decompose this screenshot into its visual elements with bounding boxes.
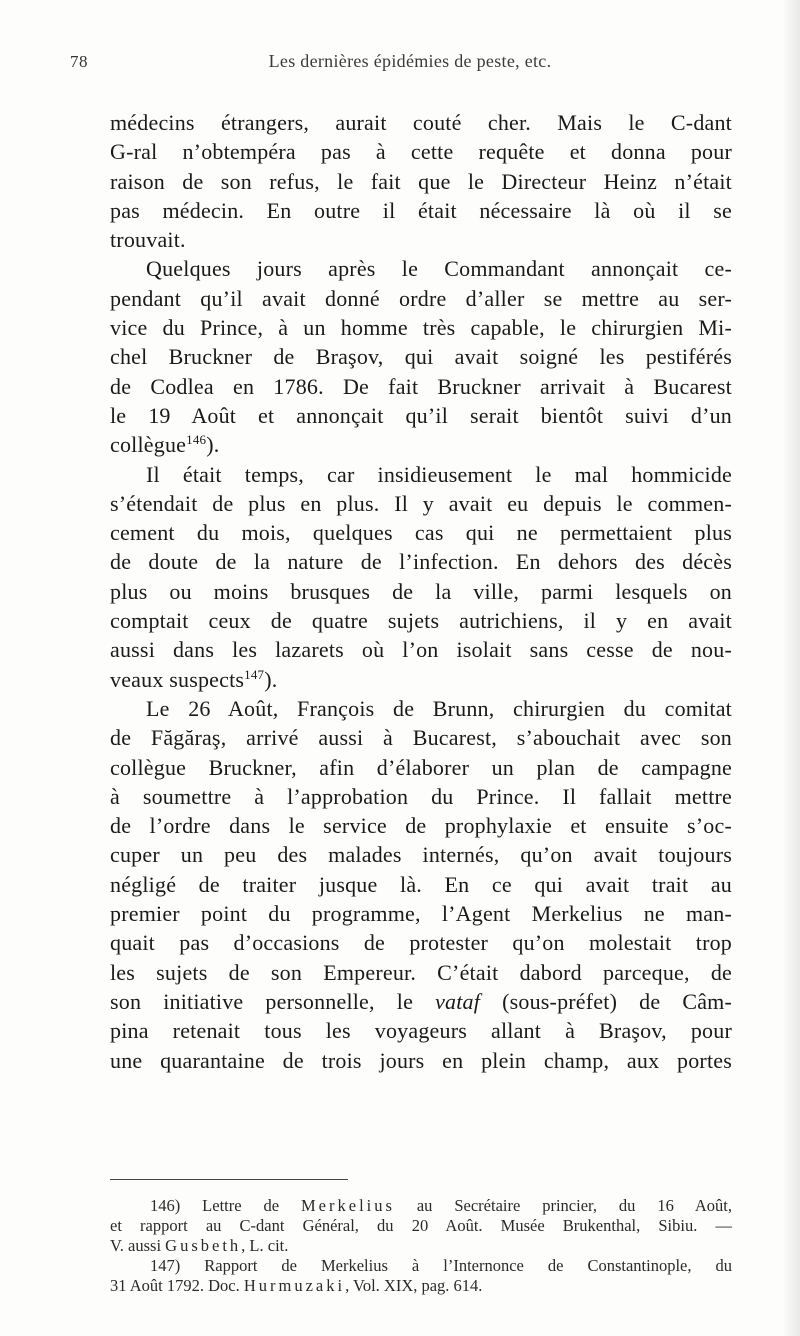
text-line: le 19 Août et annonçait qu’il serait bientôt suivi d’un: [110, 402, 732, 428]
author-name: Gusbeth: [165, 1236, 242, 1255]
text-fragment: collègue: [110, 432, 187, 458]
text-fragment: , L. cit.: [241, 1236, 289, 1255]
text-fragment: , Vol. XIX, pag. 614.: [345, 1276, 483, 1295]
text-line: cement du mois, quelques cas qui ne permettaient plus: [110, 520, 732, 546]
text-line: médecins étrangers, aurait couté cher. Mais le C-dant: [110, 110, 732, 135]
text-line: négligé de traiter jusque là. En ce qui avait trait au: [110, 871, 732, 897]
text-line: [110, 987, 732, 1016]
text-line: premier point du programme, l’Agent Merkelius ne man-: [110, 901, 732, 927]
text-line: collègue Bruckner, afin d’élaborer un plan de campagne: [110, 754, 732, 780]
person-name: Merkelius: [301, 1196, 395, 1215]
text-line: plus ou moins brusques de la ville, parmi lesquels on: [110, 578, 732, 604]
text-line: vice du Prince, à un homme très capable, le chirurgien Mi-: [110, 315, 732, 341]
text-line: Le 26 Août, François de Brunn, chirurgien du comitat: [146, 695, 732, 721]
text-line: quait pas d’occasions de protester qu’on molestait trop: [110, 930, 732, 956]
text-line: les sujets de son Empereur. C’était dabord parceque, de: [110, 959, 732, 985]
footnote-ref-147: 147: [244, 666, 265, 682]
text-line: [110, 665, 732, 694]
text-line: une quarantaine de trois jours en plein champ, aux portes: [110, 1047, 732, 1073]
author-name: Hurmuzaki: [243, 1276, 346, 1295]
text-line: chel Bruckner de Braşov, qui avait soigné les pestiférés: [110, 344, 732, 370]
footnote-line: [110, 1236, 732, 1256]
text-line: Il était temps, car insidieusement le mal hommicide: [146, 461, 732, 487]
text-line: à soumettre à l’approbation du Prince. Il fallait mettre: [110, 783, 732, 809]
text-line: pendant qu’il avait donné ordre d’aller se mettre au ser-: [110, 285, 732, 311]
footnote-ref-146: 146: [186, 432, 207, 448]
text-line: Quelques jours après le Commandant annonçait ce-: [146, 256, 732, 282]
text-fragment: 146) Lettre de: [150, 1196, 301, 1215]
text-fragment: veaux suspects: [110, 666, 245, 692]
text-line: comptait ceux de quatre sujets autrichiens, il y en avait: [110, 608, 732, 634]
text-fragment: ).: [206, 432, 220, 458]
italic-term: vataf: [435, 988, 481, 1014]
footnote-146: [110, 1196, 732, 1216]
text-line: de Codlea en 1786. De fait Bruckner arrivait à Bucarest: [110, 373, 732, 399]
text-line: s’étendait de plus en plus. Il y avait eu depuis le commen-: [110, 490, 732, 516]
text-line: G-ral n’obtempéra pas à cette requête et donna pour: [110, 139, 732, 165]
text-fragment: son initiative personnelle, le: [110, 988, 414, 1014]
text-line: raison de son refus, le fait que le Directeur Heinz n’était: [110, 168, 732, 194]
page-number: 78: [70, 52, 88, 71]
text-fragment: 31 Août 1792. Doc.: [110, 1276, 244, 1295]
body-text: [110, 108, 732, 1075]
text-line: [110, 430, 732, 459]
text-line: de l’ordre dans le service de prophylaxie et ensuite s’oc-: [110, 813, 732, 839]
footnotes: [110, 1196, 732, 1296]
page-edge-shadow: [782, 0, 800, 1336]
footnote-line: et rapport au C-dant Général, du 20 Août. Musée Brukenthal, Sibiu. —: [110, 1216, 732, 1235]
text-line: cuper un peu des malades internés, qu’on avait toujours: [110, 842, 732, 868]
text-line: pina retenait tous les voyageurs allant à Braşov, pour: [110, 1018, 732, 1044]
text-fragment: au Secrétaire princier, du 16 Août,: [394, 1196, 732, 1215]
text-line: trouvait.: [110, 227, 186, 253]
running-title: Les dernières épidémies de peste, etc.: [268, 51, 552, 71]
text-line: de doute de la nature de l’infection. En dehors des décès: [110, 549, 732, 575]
footnote-line: [110, 1276, 732, 1296]
text-line: pas médecin. En outre il était nécessaire là où il se: [110, 197, 732, 223]
text-fragment: ).: [264, 666, 278, 692]
text-line: de Făgăraş, arrivé aussi à Bucarest, s’abouchait avec son: [110, 725, 732, 751]
text-fragment: (sous-préfet) de Câm-: [480, 988, 732, 1014]
footnote-divider: [110, 1179, 348, 1180]
text-line: aussi dans les lazarets où l’on isolait sans cesse de nou-: [110, 637, 732, 663]
text-fragment: V. aussi: [110, 1236, 166, 1255]
footnote-147: 147) Rapport de Merkelius à l’Internonce de Constantinople, du: [150, 1256, 732, 1275]
